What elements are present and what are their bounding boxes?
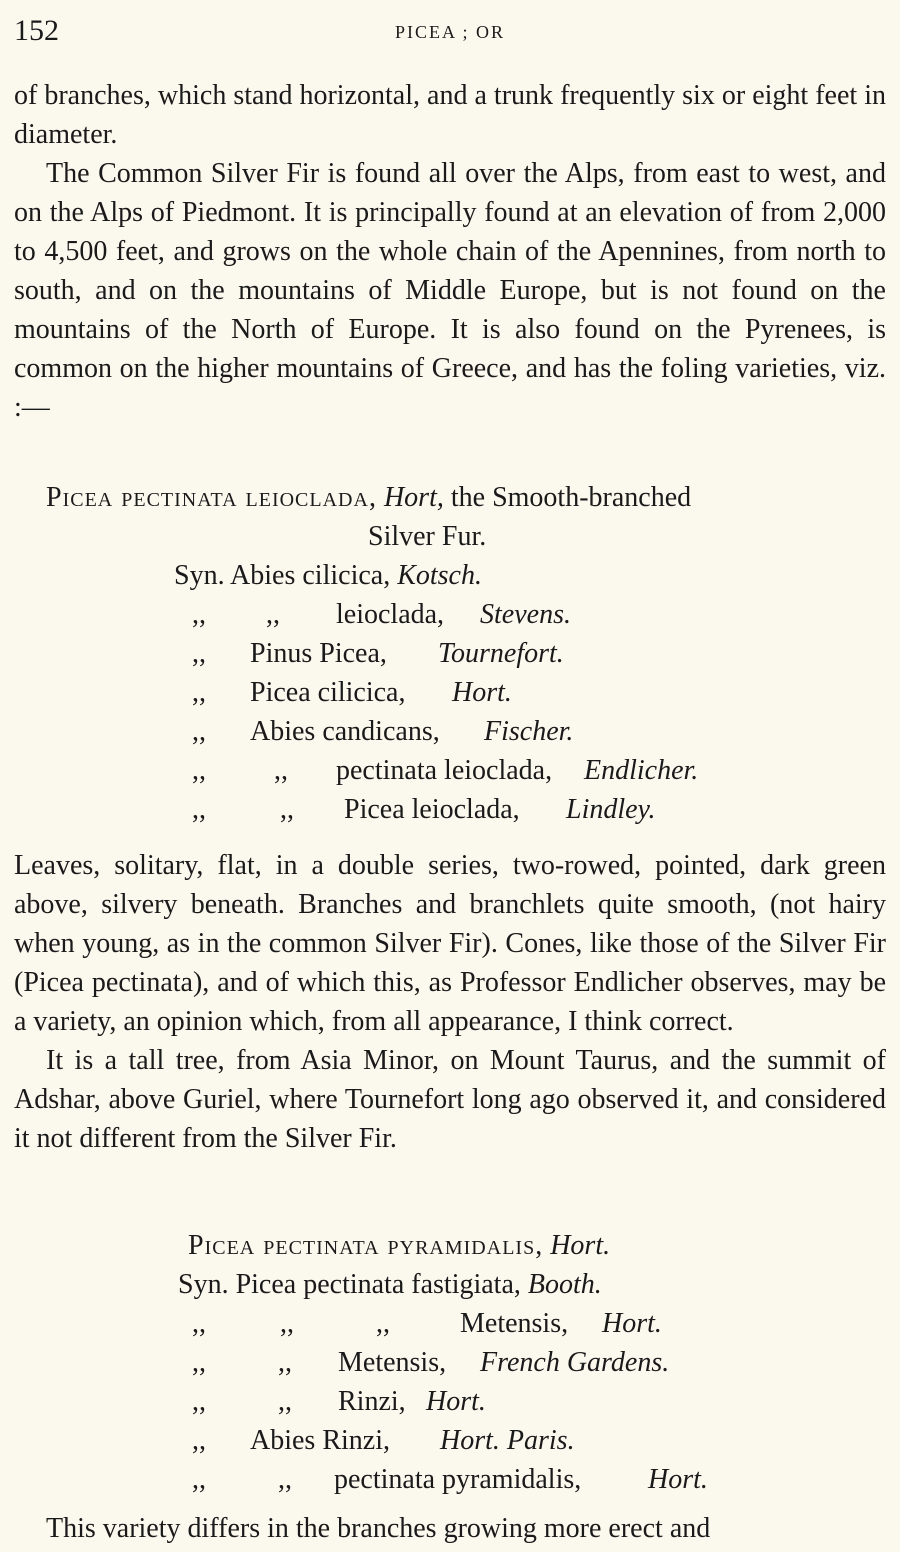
ditto-mark: ,, (274, 755, 288, 786)
syn-author: Hort. Paris. (440, 1425, 575, 1456)
ditto-mark: ,, (280, 794, 294, 825)
variety-1-authority: Hort, (383, 482, 444, 513)
variety-2-name: Picea pectinata pyramidalis, (188, 1230, 544, 1261)
ditto-mark: ,, (192, 755, 206, 786)
paragraph-3: Leaves, solitary, flat, in a double series, two-rowed, pointed, dark green above, silvery beneath. Branches and branchlets quite smooth, (not hairy when young, as in the common Silver Fir). Cones, like those of the Silver Fir (Picea pectinata), and of which this, as Professor Endlicher observes, may be a variety, an opinion which, from all appearance, I think correct. (14, 850, 886, 1037)
syn-name: leioclada, (336, 599, 445, 630)
syn-name: Abies Rinzi, (250, 1425, 390, 1456)
ditto-mark: ,, (280, 1308, 294, 1339)
syn-name: Abies cilicica, (230, 560, 391, 591)
synonym-row (178, 1421, 602, 1460)
variety-2-heading (188, 1226, 610, 1265)
synonym-row (174, 595, 571, 634)
syn-author: Fischer. (484, 716, 574, 747)
synonym-row (178, 1343, 670, 1382)
variety-1-name: Picea pectinata leioclada, (46, 482, 377, 513)
paragraph-5-block (14, 1509, 886, 1548)
ditto-mark: ,, (192, 599, 206, 630)
syn-author: Endlicher. (584, 755, 699, 786)
ditto-mark: ,, (278, 1386, 292, 1417)
ditto-mark: ,, (192, 1347, 206, 1378)
paragraph-4: It is a tall tree, from Asia Minor, on Mount Taurus, and the summit of Adshar, above Guriel, where Tournefort long ago observed it, and considered it not different from the Silver Fir. (14, 1045, 886, 1154)
syn-name: pectinata leioclada, (336, 755, 553, 786)
variety-1-synonyms (174, 556, 699, 829)
synonym-row (178, 1265, 602, 1304)
synonym-row (174, 673, 512, 712)
ditto-mark: ,, (192, 716, 206, 747)
syn-author: French Gardens. (480, 1347, 670, 1378)
variety-1-common-name: the Smooth-branched (450, 482, 692, 513)
ditto-mark: ,, (192, 677, 206, 708)
paragraph-continuation (14, 76, 886, 427)
ditto-mark: ,, (376, 1308, 390, 1339)
variety-2-synonyms (178, 1265, 708, 1499)
variety-1-heading (46, 478, 691, 517)
paragraph-1: of branches, which stand horizontal, and a trunk frequently six or eight feet in diameter. (14, 80, 886, 150)
syn-author: Tournefort. (438, 638, 564, 669)
ditto-mark: ,, (266, 599, 280, 630)
ditto-mark: ,, (192, 1464, 206, 1495)
ditto-mark: ,, (192, 1425, 206, 1456)
ditto-mark: ,, (192, 1308, 206, 1339)
synonym-row (174, 634, 564, 673)
syn-author: Booth. (527, 1269, 602, 1300)
syn-author: Hort. (602, 1308, 662, 1339)
page-number: 152 (14, 14, 59, 47)
paragraph-2: The Common Silver Fir is found all over the Alps, from east to west, and on the Alps of Piedmont. It is principally found at an elevation of from 2,000 to 4,500 feet, and grows on the whole chain of the Apennines, from north to south, and on the mountains of Middle Europe, but is not found on the mountains of the North of Europe. It is also found on the Pyrenees, is common on the higher mountains of Greece, and has the foling varieties, viz. :— (14, 158, 886, 423)
syn-name: Metensis, (338, 1347, 447, 1378)
synonym-row (178, 1460, 708, 1499)
syn-prefix: Syn. (174, 560, 225, 591)
syn-name: Picea pectinata fastigiata, (235, 1269, 521, 1300)
syn-author: Stevens. (480, 599, 571, 630)
syn-author: Kotsch. (397, 560, 482, 591)
syn-prefix: Syn. (178, 1269, 229, 1300)
page-header (14, 14, 886, 54)
ditto-mark: ,, (278, 1347, 292, 1378)
synonym-row (174, 790, 656, 829)
ditto-mark: ,, (278, 1464, 292, 1495)
syn-name: Picea cilicica, (250, 677, 406, 708)
synonym-row (178, 1304, 662, 1343)
synonym-row (174, 751, 699, 790)
variety-1-common-name-cont: Silver Fur. (368, 521, 487, 552)
running-head: PICEA ; OR (394, 22, 506, 42)
ditto-mark: ,, (192, 638, 206, 669)
ditto-mark: ,, (192, 1386, 206, 1417)
syn-name: pectinata pyramidalis, (334, 1464, 582, 1495)
syn-name: Abies candicans, (250, 716, 440, 747)
synonym-row (178, 1382, 602, 1421)
synonym-row (174, 556, 482, 595)
syn-author: Hort. (426, 1386, 486, 1417)
syn-name: Rinzi, (338, 1386, 406, 1417)
description-block (14, 846, 886, 1158)
variety-2-authority: Hort. (550, 1230, 611, 1261)
syn-author: Lindley. (566, 794, 656, 825)
syn-name: Picea leioclada, (344, 794, 520, 825)
syn-author: Hort. (648, 1464, 708, 1495)
synonym-row (174, 712, 574, 751)
paragraph-5: This variety differs in the branches growing more erect and (46, 1513, 711, 1544)
syn-name: Pinus Picea, (250, 638, 387, 669)
syn-name: Metensis, (460, 1308, 569, 1339)
ditto-mark: ,, (192, 794, 206, 825)
syn-author: Hort. (452, 677, 512, 708)
